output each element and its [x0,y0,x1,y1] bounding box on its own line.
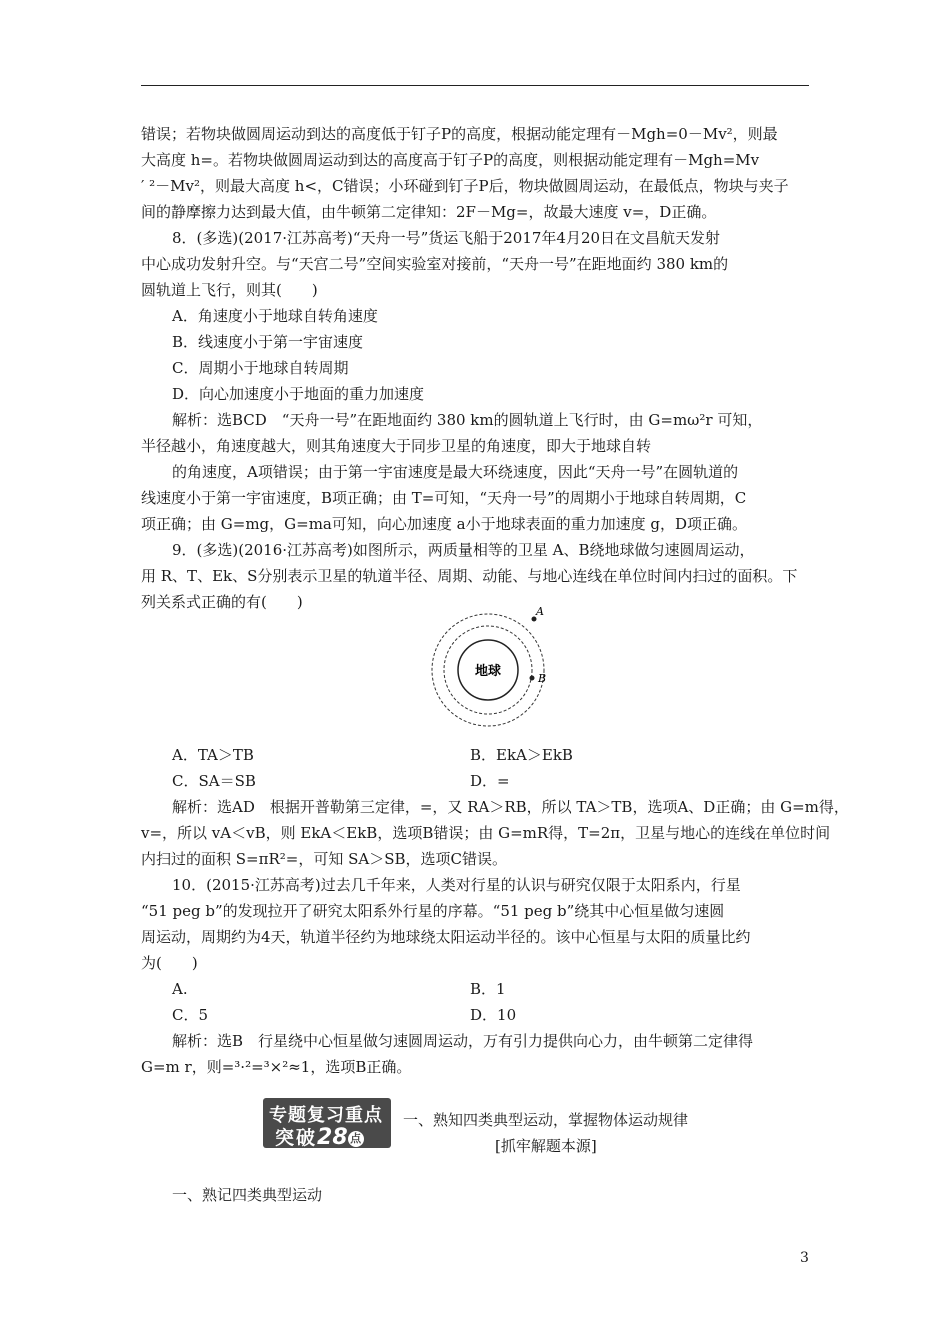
text-line: G=m r，则=³·²=³×²≈1，选项B正确。 [141,1058,412,1076]
text-line: 一、熟记四类典型运动 [172,1186,323,1204]
text-line: 9．(多选)(2016·江苏高考)如图所示，两质量相等的卫星 A、B绕地球做匀速圆周运动， [172,541,755,559]
text-line: B．1 [470,980,506,998]
text-line: D．向心加速度小于地面的重力加速度 [172,385,425,403]
text-line: A. [172,980,188,998]
text-line: 间的静摩擦力达到最大值，由牛顿第二定律知：2F－Mg=，故最大速度 v=，D正确。 [141,203,717,221]
badge-breakthrough: 突破 [275,1127,318,1149]
text-line: D．10 [470,1006,517,1024]
text-line: [抓牢解题本源] [495,1137,597,1155]
text-line: B．线速度小于第一宇宙速度 [172,333,364,351]
text-line: 一、熟知四类典型运动，掌握物体运动规律 [403,1111,689,1129]
earth-label: 地球 [474,664,502,679]
badge-line1: 专题复习重点 [269,1105,383,1126]
orbit-figure [420,600,560,740]
satellite-b-label: B [538,672,547,685]
text-line: 内扫过的面积 S=πR²=，可知 SA＞SB，选项C错误。 [141,850,508,868]
text-line: v=，所以 vA＜vB，则 EkA＜EkB，选项B错误；由 G=mR得，T=2π，卫星与地心的连线在单位时间 [141,824,831,842]
badge-number: 28 [317,1125,348,1150]
text-line: 圆轨道上飞行，则其( ) [141,281,318,299]
header-rule [141,85,809,86]
text-line: 项正确；由 G=mg，G=ma可知，向心加速度 a小于地球表面的重力加速度 g，D项正确。 [141,515,747,533]
text-line: 8．(多选)(2017·江苏高考)“天舟一号”货运飞船于2017年4月20日在文昌航天发射 [172,229,721,247]
text-line: 周运动，周期约为4天，轨道半径约为地球绕太阳运动半径的。该中心恒星与太阳的质量比约 [141,928,751,946]
text-line: 半径越小，角速度越大，则其角速度大于同步卫星的角速度，即大于地球自转 [141,437,652,455]
text-line: 10．(2015·江苏高考)过去几千年来，人类对行星的认识与研究仅限于太阳系内，行星 [172,876,741,894]
text-line: 列关系式正确的有( ) [141,593,303,611]
text-line: ′ ²－Mv²，则最大高度 h<，C错误；小环碰到钉子P后，物块做圆周运动，在最低点，物块与夹子 [141,177,789,195]
badge-line2 [275,1123,364,1150]
topic-badge [263,1098,391,1148]
text-line: “51 peg b”的发现拉开了研究太阳系外行星的序幕。“51 peg b”绕其中心恒星做匀速圆 [141,902,725,920]
satellite-b-dot [530,676,535,681]
text-line: 大高度 h=。若物块做圆周运动到达的高度高于钉子P的高度，则根据动能定理有－Mgh=Mv [141,151,760,169]
text-line: C．周期小于地球自转周期 [172,359,349,377]
text-line: B．EkA＞EkB [470,746,573,764]
text-line: 解析：选B 行星绕中心恒星做匀速圆周运动，万有引力提供向心力，由牛顿第二定律得 [172,1032,754,1050]
text-line: C．SA＝SB [172,772,256,790]
badge-points: 点 [348,1131,364,1147]
text-line: A．角速度小于地球自转角速度 [172,307,378,325]
text-line: 解析：选AD 根据开普勒第三定律，=，又 RA＞RB，所以 TA＞TB，选项A、D正确；由 G=m得， [172,798,849,816]
text-line: 中心成功发射升空。与“天宫二号”空间实验室对接前，“天舟一号”在距地面约 380 km的 [141,255,729,273]
text-line: A．TA＞TB [172,746,254,764]
text-line: 解析：选BCD “天舟一号”在距地面约 380 km的圆轨道上飞行时，由 G=mω²r 可知， [172,411,763,429]
satellite-a-label: A [536,605,544,618]
text-line: 错误；若物块做圆周运动到达的高度低于钉子P的高度，根据动能定理有－Mgh=0－Mv²，则最 [141,125,778,143]
text-line: 线速度小于第一宇宙速度，B项正确；由 T=可知，“天舟一号”的周期小于地球自转周期，C [141,489,747,507]
page-number: 3 [800,1250,809,1266]
text-line: 的角速度，A项错误；由于第一宇宙速度是最大环绕速度，因此“天舟一号”在圆轨道的 [172,463,739,481]
text-line: 为( ) [141,954,198,972]
text-line: 用 R、T、Ek、S分别表示卫星的轨道半径、周期、动能、与地心连线在单位时间内扫过的面积。下 [141,567,798,585]
text-line: D．= [470,772,510,790]
text-line: C．5 [172,1006,209,1024]
